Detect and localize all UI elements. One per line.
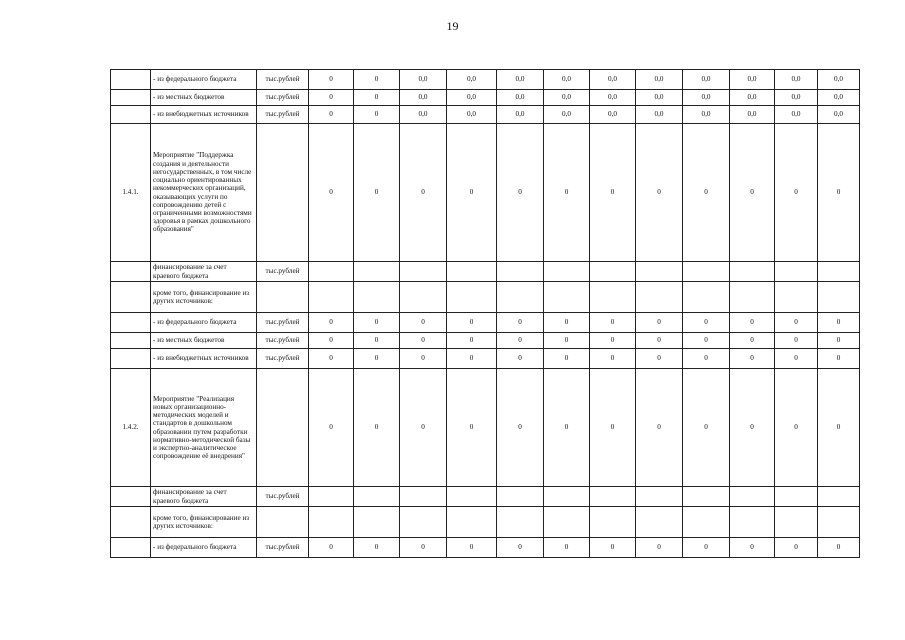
row-unit (257, 369, 309, 487)
value-cell: 0 (400, 313, 447, 333)
value-cell: 0,0 (590, 90, 636, 106)
value-cell (400, 262, 447, 282)
value-cell (400, 487, 447, 507)
value-cell: 0 (730, 124, 775, 262)
value-cell (730, 282, 775, 313)
value-cell (683, 282, 730, 313)
value-cell: 0 (818, 124, 860, 262)
row-unit: тыс.рублей (257, 487, 309, 507)
value-cell: 0 (544, 538, 590, 558)
value-cell: 0 (400, 369, 447, 487)
value-cell: 0,0 (775, 106, 818, 124)
row-code: 1.4.1. (111, 124, 151, 262)
value-cell: 0 (590, 313, 636, 333)
value-cell (818, 507, 860, 538)
value-cell: 0 (683, 369, 730, 487)
value-cell: 0,0 (400, 106, 447, 124)
value-cell: 0,0 (447, 90, 497, 106)
row-code (111, 90, 151, 106)
table-body (111, 70, 860, 558)
row-unit: тыс.рублей (257, 262, 309, 282)
row-unit: тыс.рублей (257, 90, 309, 106)
value-cell (730, 487, 775, 507)
value-cell: 0 (818, 333, 860, 349)
value-cell: 0 (497, 538, 544, 558)
value-cell: 0,0 (447, 70, 497, 90)
value-cell: 0 (775, 538, 818, 558)
value-cell (497, 262, 544, 282)
value-cell (544, 507, 590, 538)
value-cell: 0 (730, 369, 775, 487)
value-cell: 0 (544, 313, 590, 333)
value-cell (497, 487, 544, 507)
value-cell (636, 507, 683, 538)
value-cell: 0 (636, 538, 683, 558)
value-cell (447, 282, 497, 313)
row-code (111, 313, 151, 333)
row-code (111, 106, 151, 124)
value-cell: 0 (590, 124, 636, 262)
value-cell: 0 (354, 333, 400, 349)
value-cell (775, 262, 818, 282)
row-code (111, 487, 151, 507)
value-cell: 0 (354, 106, 400, 124)
value-cell: 0,0 (590, 106, 636, 124)
value-cell (818, 487, 860, 507)
value-cell: 0 (354, 538, 400, 558)
value-cell (683, 487, 730, 507)
value-cell (775, 507, 818, 538)
value-cell: 0 (636, 333, 683, 349)
value-cell: 0 (497, 313, 544, 333)
value-cell: 0 (775, 124, 818, 262)
value-cell: 0 (636, 313, 683, 333)
value-cell: 0 (590, 349, 636, 369)
value-cell: 0 (400, 124, 447, 262)
value-cell (354, 487, 400, 507)
row-label: кроме того, финансирование из других источников: (151, 507, 257, 538)
value-cell: 0 (636, 369, 683, 487)
table-row (111, 124, 860, 262)
value-cell (544, 282, 590, 313)
value-cell (544, 487, 590, 507)
value-cell (775, 282, 818, 313)
value-cell: 0,0 (400, 70, 447, 90)
value-cell: 0,0 (775, 70, 818, 90)
value-cell: 0,0 (683, 90, 730, 106)
value-cell: 0,0 (636, 70, 683, 90)
value-cell: 0 (590, 333, 636, 349)
value-cell (730, 262, 775, 282)
value-cell: 0,0 (497, 70, 544, 90)
value-cell: 0,0 (544, 106, 590, 124)
row-unit (257, 124, 309, 262)
page-number: 19 (446, 19, 459, 33)
table-row (111, 538, 860, 558)
table-row (111, 282, 860, 313)
value-cell: 0 (400, 538, 447, 558)
value-cell: 0 (497, 349, 544, 369)
value-cell: 0 (354, 349, 400, 369)
row-unit: тыс.рублей (257, 313, 309, 333)
value-cell (590, 262, 636, 282)
table-row (111, 369, 860, 487)
value-cell: 0 (354, 313, 400, 333)
value-cell: 0 (447, 333, 497, 349)
value-cell: 0,0 (818, 70, 860, 90)
value-cell: 0 (544, 349, 590, 369)
row-unit: тыс.рублей (257, 333, 309, 349)
value-cell: 0 (447, 349, 497, 369)
value-cell: 0,0 (730, 90, 775, 106)
value-cell (447, 262, 497, 282)
value-cell: 0,0 (544, 70, 590, 90)
value-cell: 0 (354, 124, 400, 262)
row-unit: тыс.рублей (257, 349, 309, 369)
value-cell (309, 507, 354, 538)
row-label: - из внебюджетных источников (151, 106, 257, 124)
value-cell (636, 487, 683, 507)
value-cell: 0 (818, 369, 860, 487)
value-cell: 0 (775, 313, 818, 333)
value-cell (730, 507, 775, 538)
value-cell (309, 282, 354, 313)
value-cell: 0 (683, 313, 730, 333)
row-label: - из внебюджетных источников (151, 349, 257, 369)
value-cell: 0 (775, 349, 818, 369)
value-cell: 0 (309, 70, 354, 90)
value-cell: 0 (590, 538, 636, 558)
value-cell (447, 487, 497, 507)
value-cell: 0 (497, 369, 544, 487)
value-cell: 0 (400, 333, 447, 349)
value-cell: 0 (730, 349, 775, 369)
table-row (111, 70, 860, 90)
value-cell: 0 (354, 70, 400, 90)
value-cell: 0 (497, 124, 544, 262)
value-cell: 0 (683, 349, 730, 369)
value-cell: 0 (775, 333, 818, 349)
table-row (111, 333, 860, 349)
value-cell: 0 (683, 124, 730, 262)
value-cell: 0 (309, 106, 354, 124)
value-cell (590, 507, 636, 538)
value-cell: 0 (730, 538, 775, 558)
table-row (111, 262, 860, 282)
value-cell (636, 282, 683, 313)
value-cell: 0,0 (683, 106, 730, 124)
value-cell (775, 487, 818, 507)
value-cell: 0 (309, 313, 354, 333)
value-cell (818, 282, 860, 313)
row-unit (257, 282, 309, 313)
row-code (111, 262, 151, 282)
value-cell: 0 (730, 333, 775, 349)
table-row (111, 313, 860, 333)
value-cell: 0 (309, 349, 354, 369)
value-cell: 0,0 (544, 90, 590, 106)
row-code (111, 349, 151, 369)
value-cell: 0 (818, 313, 860, 333)
row-code (111, 70, 151, 90)
value-cell (683, 507, 730, 538)
value-cell: 0,0 (590, 70, 636, 90)
value-cell (590, 282, 636, 313)
value-cell: 0 (683, 538, 730, 558)
row-label: финансирование за счет краевого бюджета (151, 262, 257, 282)
value-cell (354, 262, 400, 282)
value-cell: 0,0 (400, 90, 447, 106)
value-cell: 0 (354, 369, 400, 487)
value-cell: 0,0 (775, 90, 818, 106)
value-cell (683, 262, 730, 282)
value-cell: 0,0 (818, 106, 860, 124)
value-cell: 0 (544, 124, 590, 262)
value-cell: 0 (309, 538, 354, 558)
row-label: кроме того, финансирование из других источников: (151, 282, 257, 313)
row-unit: тыс.рублей (257, 538, 309, 558)
row-label: Мероприятие "Поддержка создания и деятельности негосударственных, в том числе социально ориентированных некоммерческих организаций, оказывающих услуги по сопровождению детей с ограниченными возможностями здоровья в рамках дошкольного образования" (151, 124, 257, 262)
value-cell (544, 262, 590, 282)
value-cell: 0,0 (683, 70, 730, 90)
value-cell: 0 (309, 333, 354, 349)
value-cell: 0 (775, 369, 818, 487)
value-cell (400, 282, 447, 313)
value-cell: 0 (447, 124, 497, 262)
row-label: - из федерального бюджета (151, 538, 257, 558)
value-cell: 0 (818, 538, 860, 558)
value-cell: 0,0 (636, 90, 683, 106)
value-cell: 0,0 (497, 90, 544, 106)
value-cell (818, 262, 860, 282)
value-cell: 0 (818, 349, 860, 369)
value-cell: 0 (590, 369, 636, 487)
row-unit: тыс.рублей (257, 106, 309, 124)
value-cell: 0 (309, 90, 354, 106)
budget-table (110, 69, 860, 558)
value-cell: 0,0 (497, 106, 544, 124)
value-cell (497, 282, 544, 313)
value-cell (447, 507, 497, 538)
row-code (111, 282, 151, 313)
value-cell (590, 487, 636, 507)
value-cell: 0 (447, 538, 497, 558)
row-label: Мероприятие "Реализация новых организационно-методических моделей и стандартов в дошкольном образовании путем разработки нормативно-методической базы и экспертно-аналитическое сопровождение её внедрения" (151, 369, 257, 487)
table-row (111, 507, 860, 538)
value-cell: 0 (544, 333, 590, 349)
value-cell (309, 487, 354, 507)
row-label: - из местных бюджетов (151, 90, 257, 106)
value-cell: 0 (309, 369, 354, 487)
value-cell (636, 262, 683, 282)
value-cell: 0 (544, 369, 590, 487)
value-cell: 0,0 (636, 106, 683, 124)
value-cell: 0,0 (447, 106, 497, 124)
row-unit: тыс.рублей (257, 70, 309, 90)
value-cell: 0 (400, 349, 447, 369)
value-cell (309, 262, 354, 282)
value-cell: 0 (636, 124, 683, 262)
value-cell: 0 (683, 333, 730, 349)
row-label: - из местных бюджетов (151, 333, 257, 349)
value-cell: 0 (730, 313, 775, 333)
value-cell: 0,0 (818, 90, 860, 106)
value-cell: 0 (309, 124, 354, 262)
value-cell (354, 507, 400, 538)
row-label: финансирование за счет краевого бюджета (151, 487, 257, 507)
value-cell (497, 507, 544, 538)
value-cell (400, 507, 447, 538)
value-cell: 0,0 (730, 106, 775, 124)
value-cell: 0 (354, 90, 400, 106)
table-row (111, 90, 860, 106)
row-code: 1.4.2. (111, 369, 151, 487)
value-cell (354, 282, 400, 313)
value-cell: 0 (447, 369, 497, 487)
row-label: - из федерального бюджета (151, 313, 257, 333)
row-label: - из федерального бюджета (151, 70, 257, 90)
table-row (111, 487, 860, 507)
table-row (111, 349, 860, 369)
row-code (111, 333, 151, 349)
row-code (111, 507, 151, 538)
value-cell: 0 (447, 313, 497, 333)
value-cell: 0 (497, 333, 544, 349)
table-row (111, 106, 860, 124)
row-unit (257, 507, 309, 538)
value-cell: 0 (636, 349, 683, 369)
value-cell: 0,0 (730, 70, 775, 90)
row-code (111, 538, 151, 558)
